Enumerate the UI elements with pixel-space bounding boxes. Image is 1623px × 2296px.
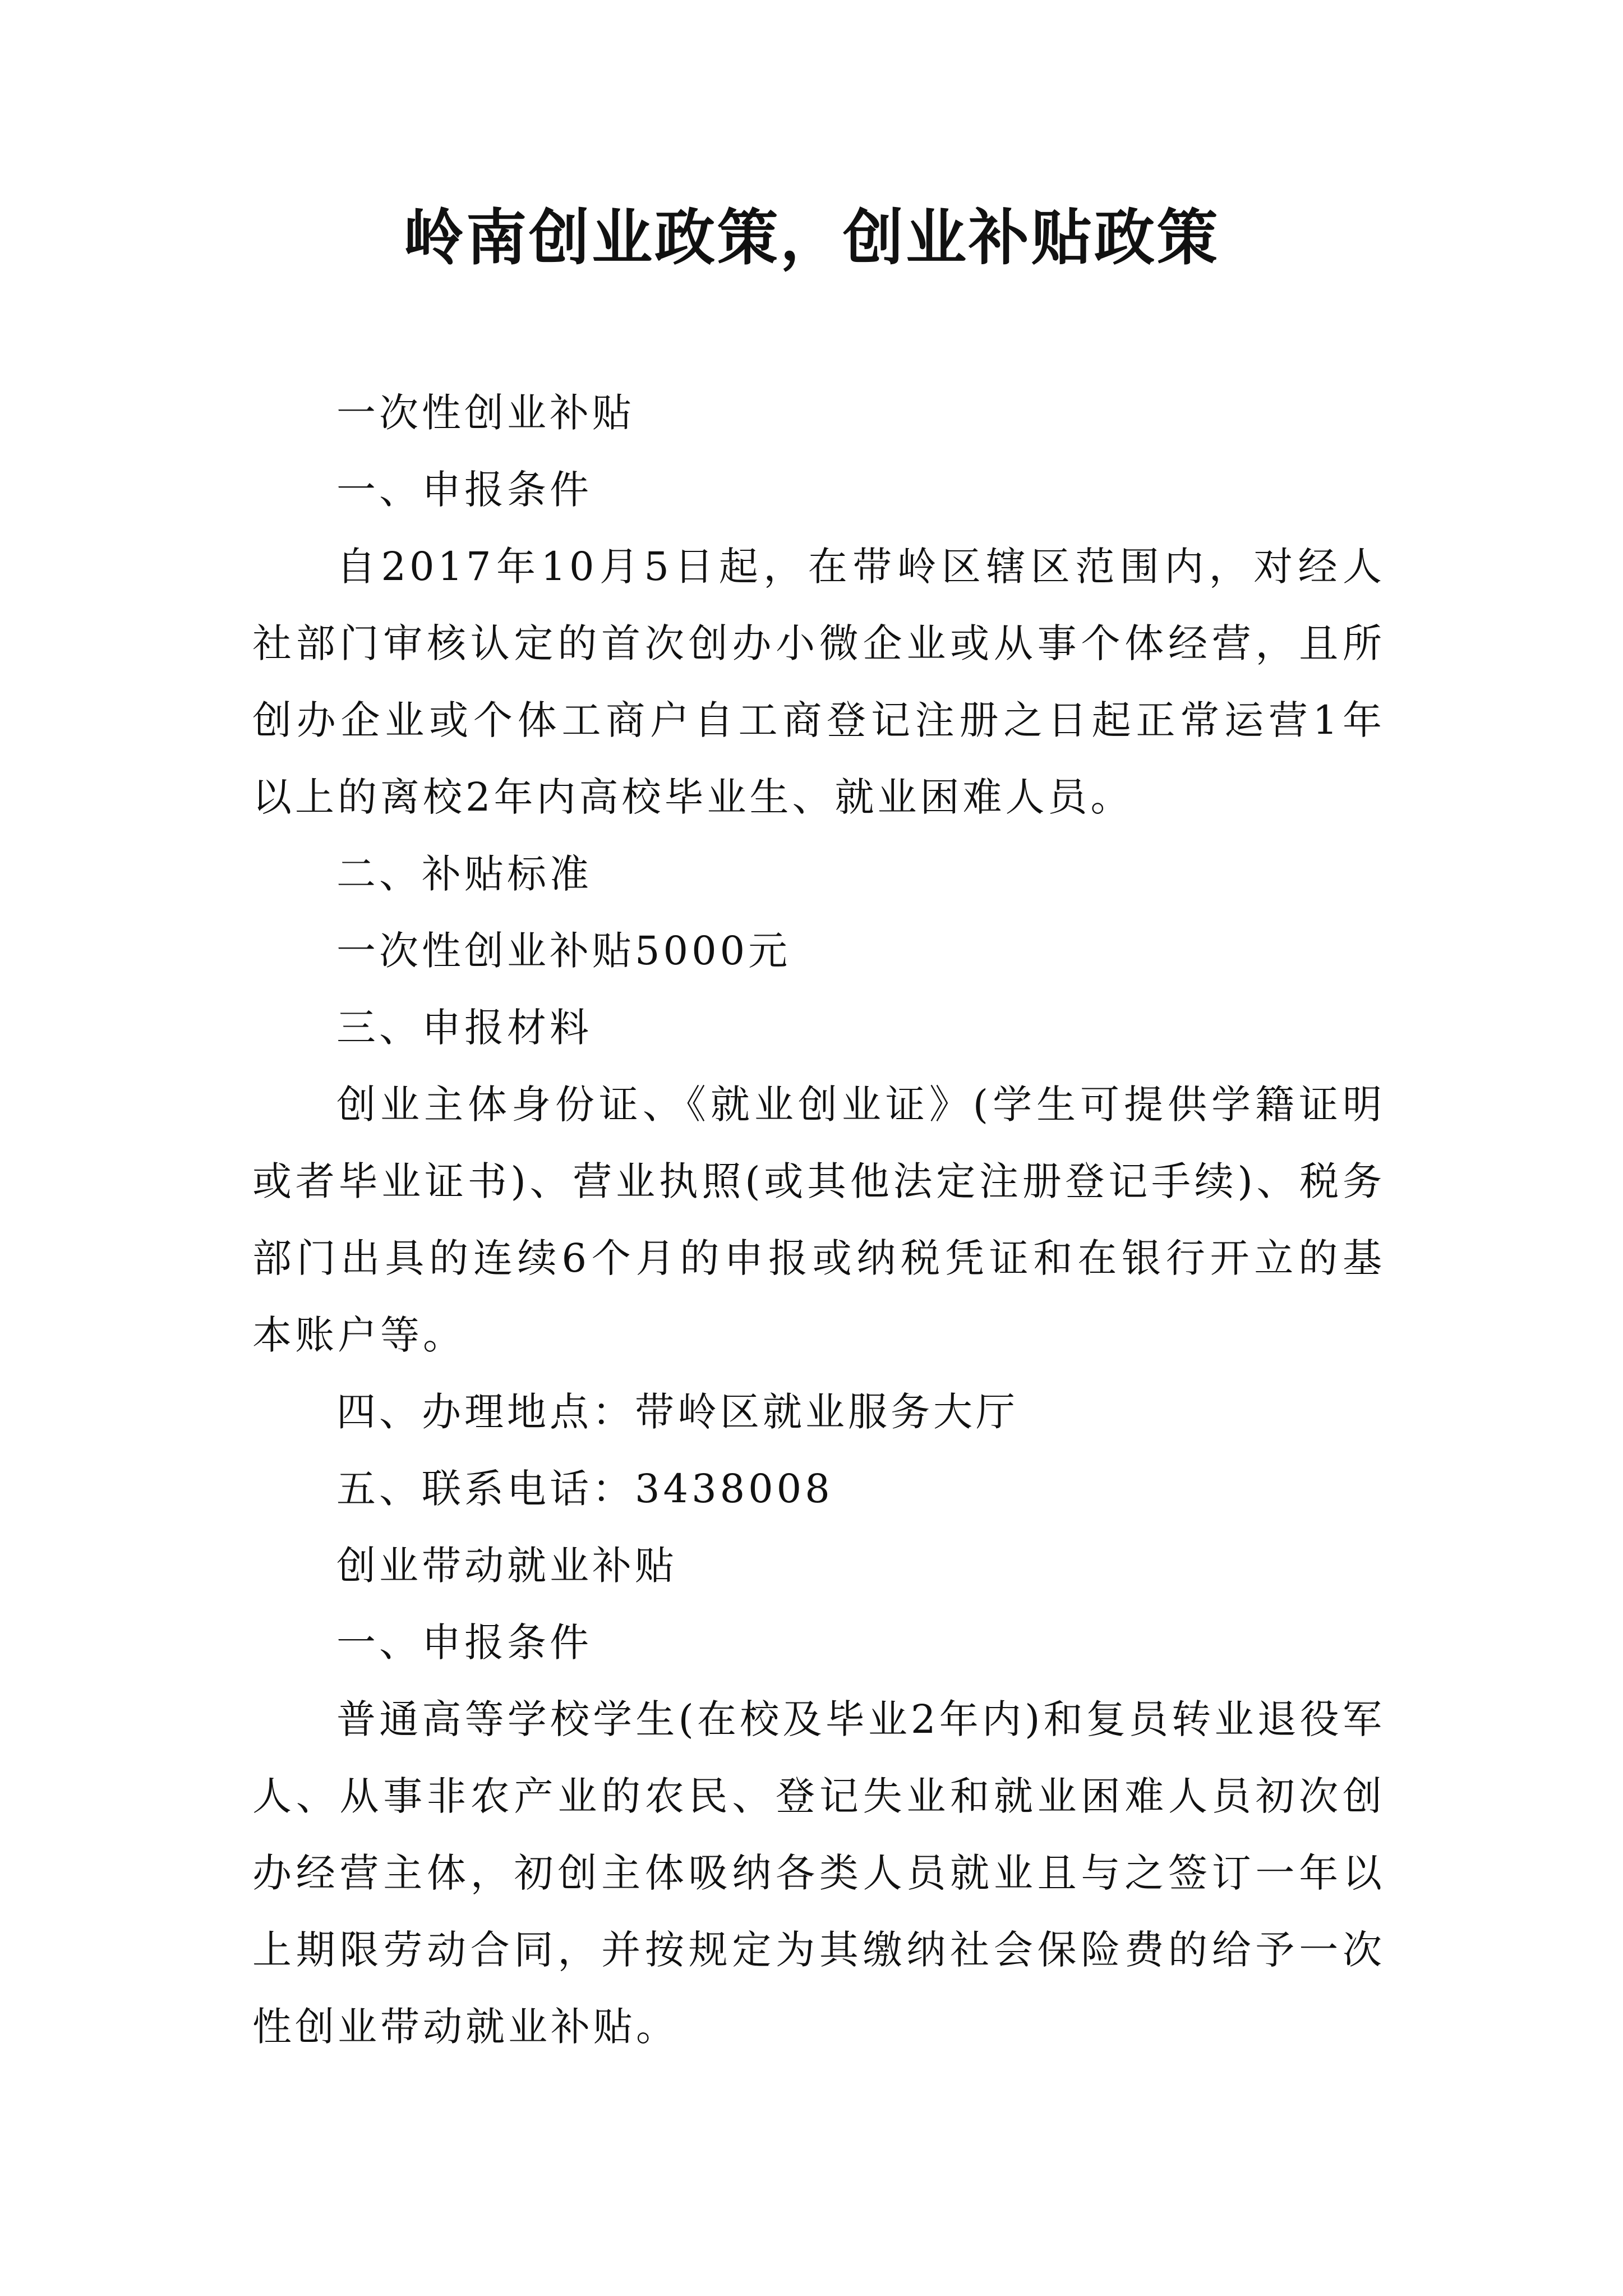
document-title: 岭南创业政策，创业补贴政策 (403, 203, 1220, 273)
section-heading: 创业带动就业补贴 (336, 1543, 677, 1589)
phone-line: 五、联系电话：3438008 (336, 1466, 833, 1512)
conditions-label: 一、申报条件 (336, 1619, 592, 1665)
materials-paragraph: 创业主体身份证、《就业创业证》(学生可提供学籍证明或者毕业证书)、营业执照(或其他法定注册登记手续)、税务部门出具的连续6个月的申报或纳税凭证和在银行开立的基本账户等。 (252, 1082, 1385, 1358)
standard-label: 二、补贴标准 (336, 851, 592, 897)
standard-paragraph: 一次性创业补贴5000元 (336, 928, 791, 974)
location-line: 四、办理地点：带岭区就业服务大厅 (336, 1389, 1018, 1435)
materials-label: 三、申报材料 (336, 1005, 592, 1051)
conditions-paragraph: 自2017年10月5日起，在带岭区辖区范围内，对经人社部门审核认定的首次创办小微企业或从事个体经营，且所创办企业或个体工商户自工商登记注册之日起正常运营1年以上的离校2年内高校毕业生、就业困难人员。 (252, 544, 1385, 820)
conditions-label: 一、申报条件 (336, 467, 592, 513)
conditions-paragraph: 普通高等学校学生(在校及毕业2年内)和复员转业退役军人、从事非农产业的农民、登记失业和就业困难人员初次创办经营主体，初创主体吸纳各类人员就业且与之签订一年以上期限劳动合同，并按规定为其缴纳社会保险费的给予一次性创业带动就业补贴。 (252, 1696, 1385, 2050)
document-body (252, 375, 1385, 2065)
section-heading: 一次性创业补贴 (336, 390, 635, 436)
